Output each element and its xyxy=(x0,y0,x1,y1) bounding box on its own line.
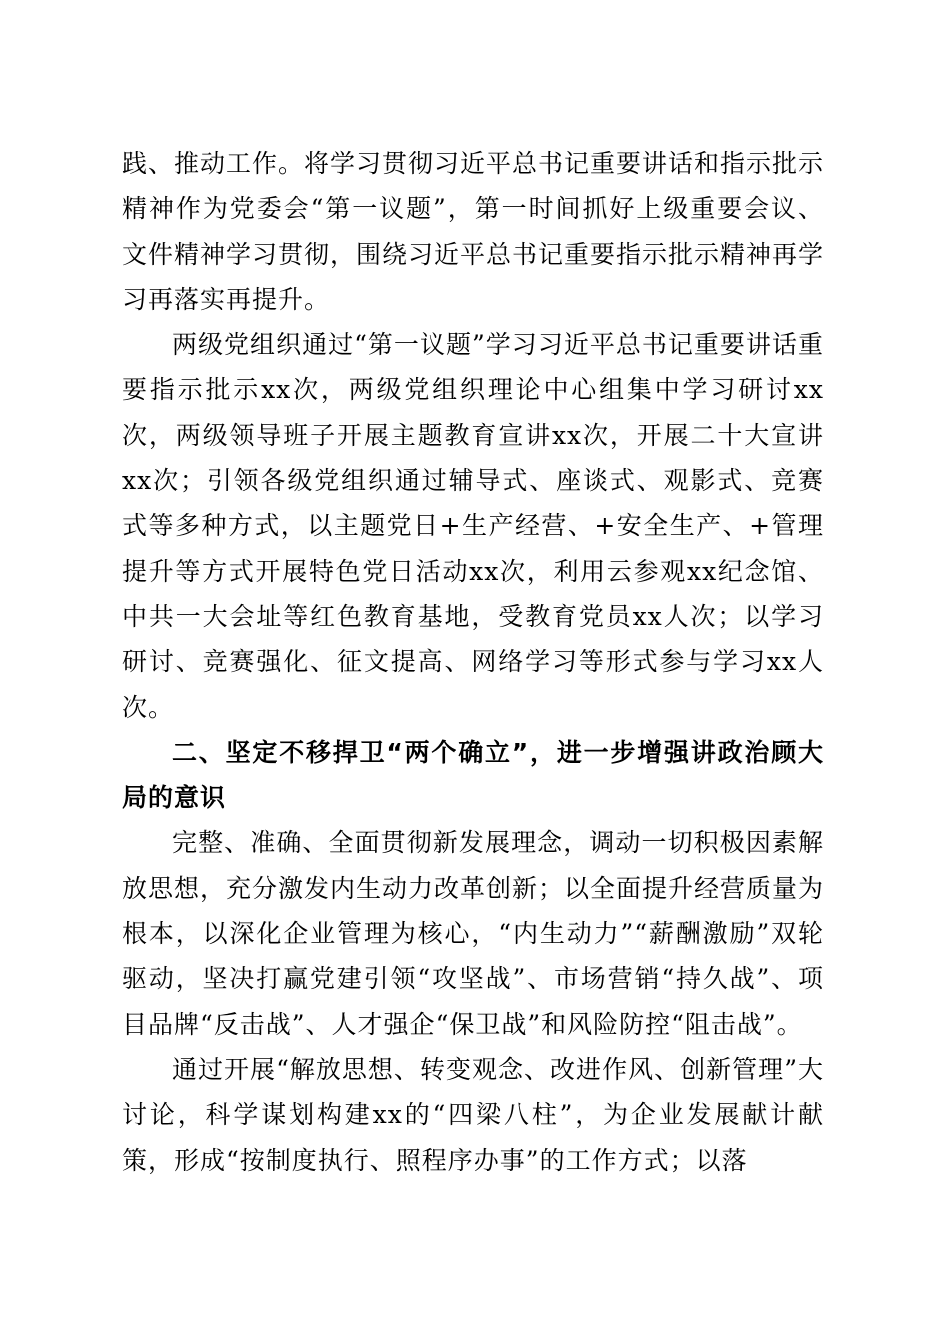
paragraph-discussion: 通过开展“解放思想、转变观念、改进作风、创新管理”大讨论，科学谋划构建xx的“四梁八柱”，为企业发展献计献策，形成“按制度执行、照程序办事”的工作方式；以落 xyxy=(122,1054,824,1175)
paragraph-development-concept: 完整、准确、全面贯彻新发展理念，调动一切积极因素解放思想，充分激发内生动力改革创新；以全面提升经营质量为根本，以深化企业管理为核心，“内生动力”“薪酬激励”双轮驱动，坚决打赢党建引领“攻坚战”、市场营销“持久战”、项目品牌“反击战”、人才强企“保卫战”和风险防控“阻击战”。 xyxy=(122,828,825,1039)
section-heading-two: 二、坚定不移捍卫“两个确立”，进一步增强讲政治顾大局的意识 xyxy=(122,737,824,813)
document-body xyxy=(122,141,824,1183)
paragraph-continuation: 践、推动工作。将学习贯彻习近平总书记重要讲话和指示批示精神作为党委会“第一议题”，第一时间抓好上级重要会议、文件精神学习贯彻，围绕习近平总书记重要指示批示精神再学习再落实再提升。 xyxy=(122,149,825,314)
paragraph-study-statistics: 两级党组织通过“第一议题”学习习近平总书记重要讲话重要指示批示xx次，两级党组织理论中心组集中学习研讨xx次，两级领导班子开展主题教育宣讲xx次，开展二十大宣讲xx次；引领各级党组织通过辅导式、座谈式、观影式、竞赛式等多种方式，以主题党日+生产经营、+安全生产、+管理提升等方式开展特色党日活动xx次，利用云参观xx纪念馆、中共一大会址等红色教育基地，受教育党员xx人次；以学习研讨、竞赛强化、征文提高、网络学习等形式参与学习xx人次。 xyxy=(122,330,824,722)
